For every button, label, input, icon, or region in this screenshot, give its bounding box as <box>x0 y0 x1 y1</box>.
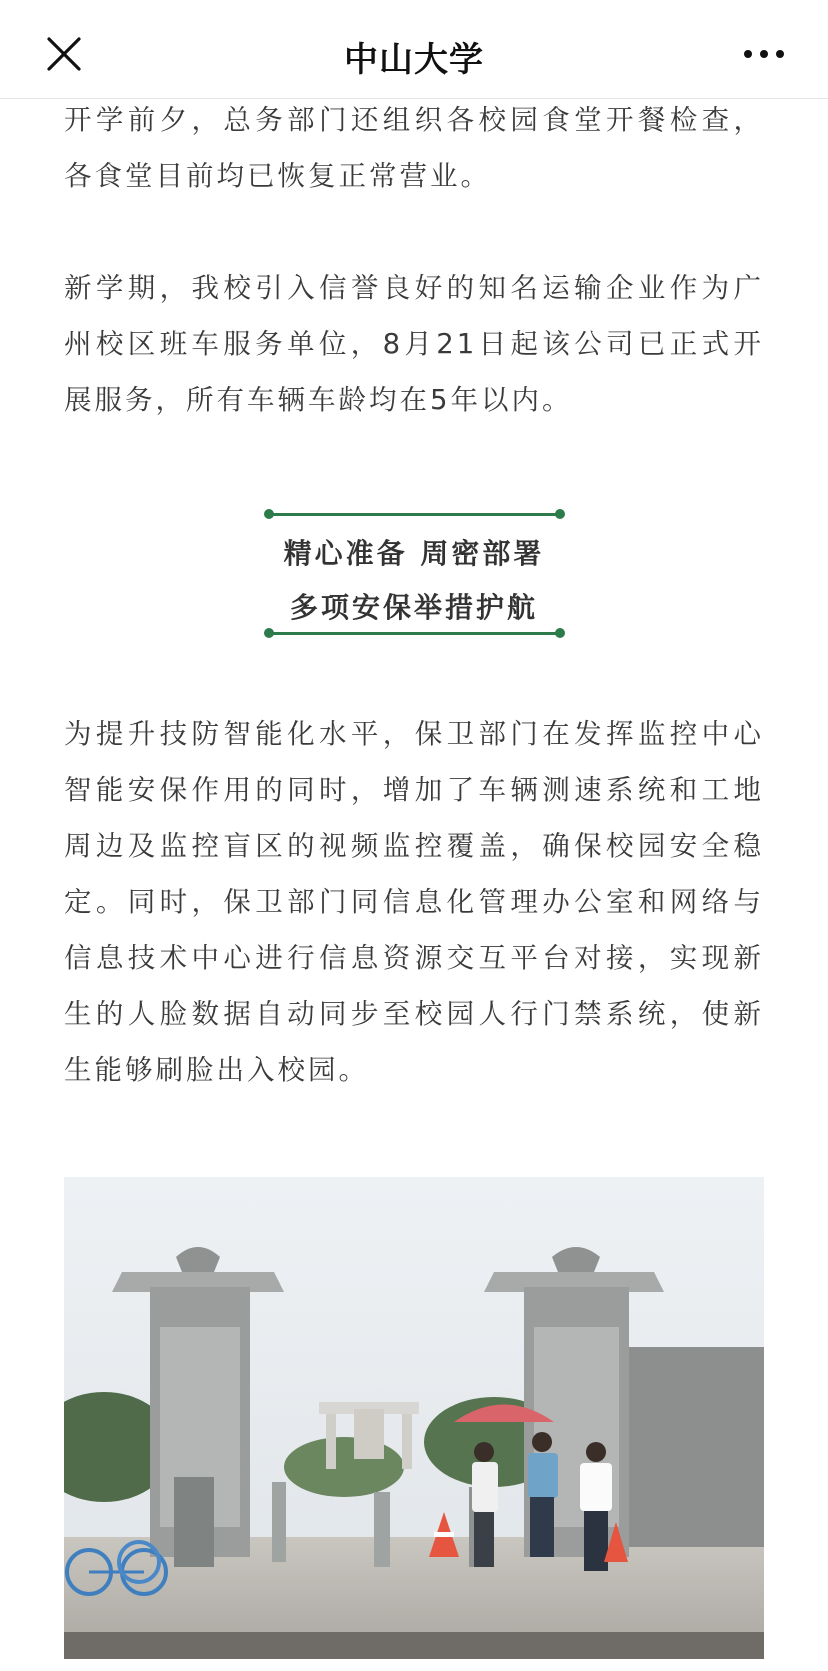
article-photo-campus-gate <box>64 1177 764 1659</box>
heading-top-rule <box>266 513 562 516</box>
heading-dot <box>555 509 565 519</box>
section-heading-line2: 多项安保举措护航 <box>289 591 538 624</box>
more-button[interactable] <box>740 38 788 70</box>
heading-dot <box>264 509 274 519</box>
heading-dot <box>264 628 274 638</box>
section-heading-line1: 精心准备 周密部署 <box>283 537 545 570</box>
article-body <box>64 92 764 1098</box>
top-bar <box>0 0 828 99</box>
paragraph-canteen: 开学前夕，总务部门还组织各校园食堂开餐检查，各食堂目前均已恢复正常营业。 <box>64 104 764 192</box>
paragraph-shuttle-bus: 新学期，我校引入信誉良好的知名运输企业作为广州校区班车服务单位，8月21日起该公司已正式开展服务，所有车辆车龄均在5年以内。 <box>64 272 764 416</box>
page-title: 中山大学 <box>344 40 484 80</box>
heading-dot <box>555 628 565 638</box>
heading-bottom-rule <box>266 632 562 635</box>
more-dots-icon <box>740 38 788 70</box>
paragraph-security: 为提升技防智能化水平，保卫部门在发挥监控中心智能安保作用的同时，增加了车辆测速系统和工地周边及监控盲区的视频监控覆盖，确保校园安全稳定。同时，保卫部门同信息化管理办公室和网络与信息技术中心进行信息资源交互平台对接，实现新生的人脸数据自动同步至校园人行门禁系统，使新生能够刷脸出入校园。 <box>64 718 764 1086</box>
section-heading <box>64 500 764 640</box>
